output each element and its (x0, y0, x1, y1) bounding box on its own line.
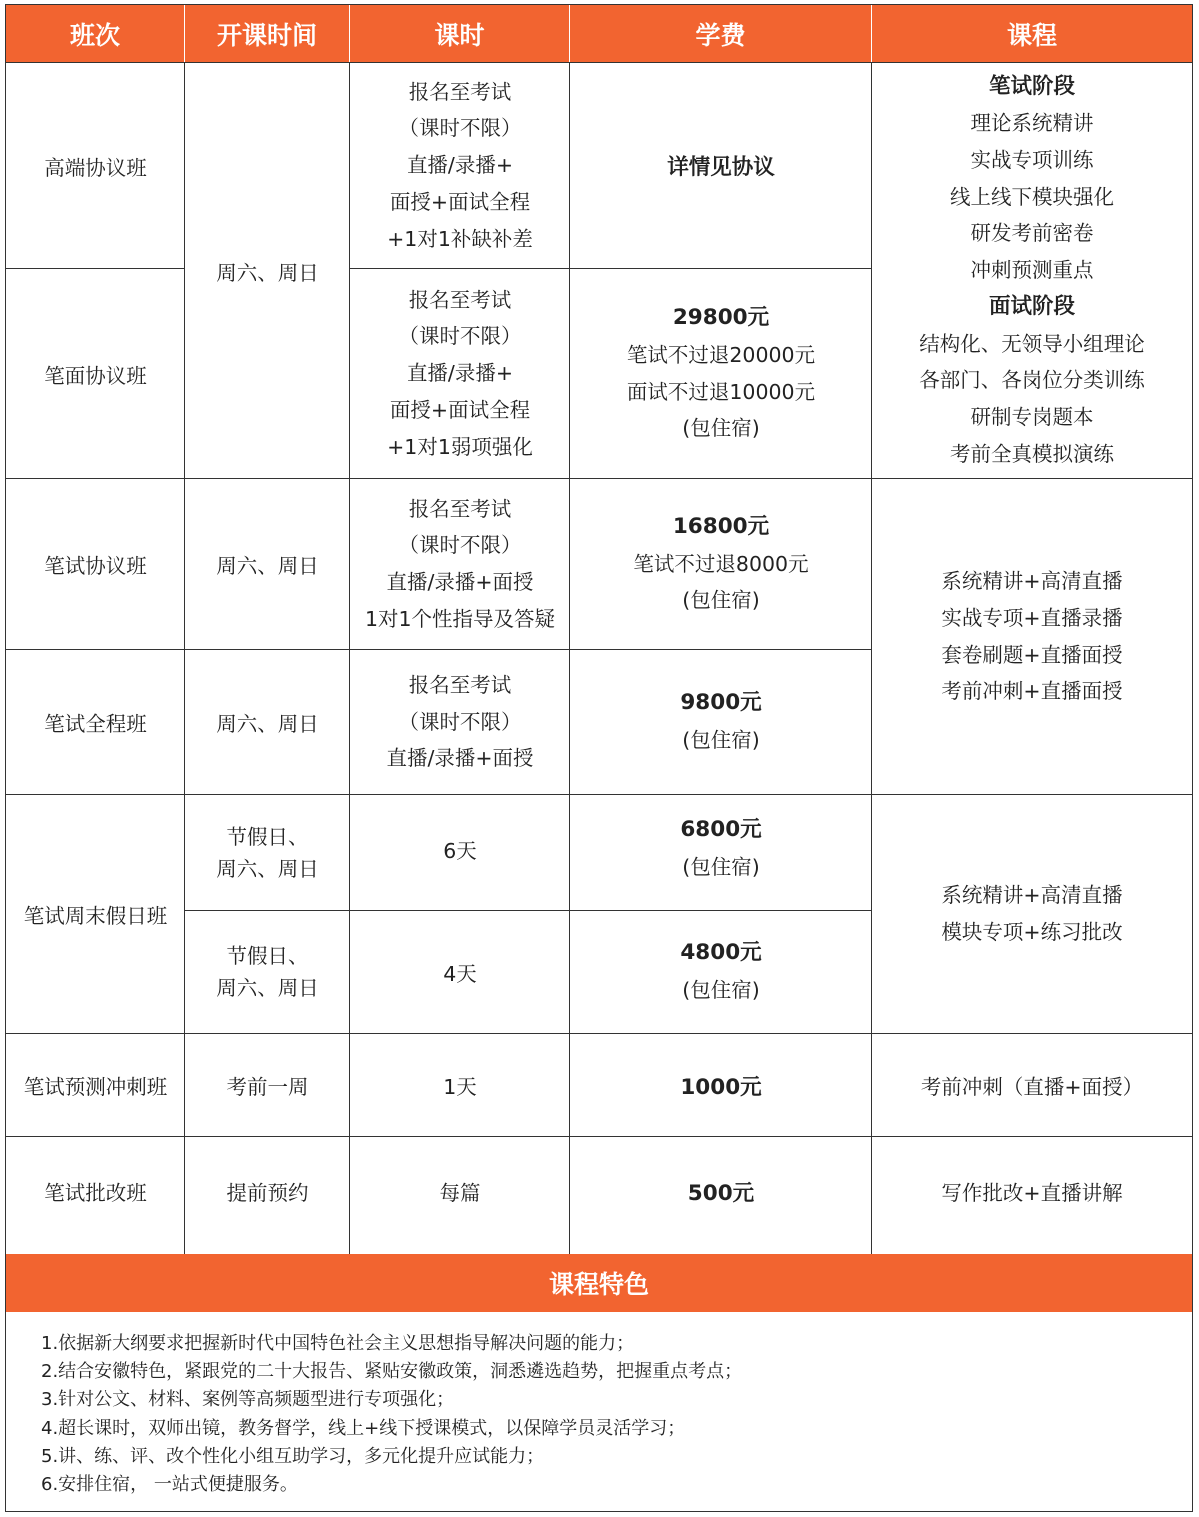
header-fee: 学费 (570, 5, 872, 62)
hours-line: 面授+面试全程 (389, 189, 531, 214)
hours-line: 面授+面试全程 (389, 397, 531, 422)
start-line: 周六、周日 (216, 976, 319, 1000)
start-line: 节假日、 (226, 944, 309, 968)
hours-line: 直播/录播+面授 (386, 746, 534, 771)
hours-line: 报名至考试 (408, 79, 512, 104)
course-line: 实战专项训练 (970, 148, 1094, 173)
fee-price: 16800元 (672, 514, 770, 539)
fee-note: 笔试不过退20000元 (626, 342, 816, 367)
hours-line: 直播/录播+ (406, 361, 514, 386)
course-line: 考前全真模拟演练 (950, 441, 1114, 466)
course-line: 冲刺预测重点 (970, 258, 1094, 283)
fee-note: (包住宿) (682, 588, 760, 613)
course-line: 研发考前密卷 (970, 221, 1094, 246)
row-written-full-name: 笔试全程班 (44, 712, 147, 736)
course-stage-title: 笔试阶段 (988, 73, 1075, 99)
row-weekend-course (872, 795, 1192, 1033)
course-line: 考前冲刺+直播面授 (941, 679, 1123, 704)
features-title-bar (6, 1254, 1192, 1312)
course-line: 结构化、无领导小组理论 (919, 331, 1145, 356)
row-grading-fee: 500元 (687, 1180, 755, 1206)
feature-item: 6.安排住宿， 一站式便捷服务。 (41, 1474, 298, 1496)
row-written-agreement-start: 周六、周日 (216, 554, 319, 578)
hours-line: 1对1个性指导及答疑 (364, 606, 556, 631)
fee-note: (包住宿) (682, 978, 760, 1002)
fee-note: (包住宿) (682, 854, 760, 879)
fee-note: (包住宿) (682, 416, 760, 441)
rows-1-2-course (872, 63, 1192, 478)
hours-line: （课时不限） (398, 324, 522, 349)
row-written-full-hours (350, 650, 570, 794)
hours-line: 报名至考试 (408, 496, 512, 521)
course-line: 线上线下模块强化 (950, 184, 1114, 209)
course-line: 系统精讲+高清直播 (941, 883, 1123, 908)
row-weekend-start-b (185, 911, 350, 1033)
row-weekend-name: 笔试周末假日班 (23, 904, 168, 928)
course-line: 实战专项+直播录播 (941, 605, 1123, 630)
course-line: 理论系统精讲 (970, 111, 1094, 136)
fee-price: 29800元 (672, 305, 770, 331)
fee-note: (包住宿) (682, 728, 760, 752)
row-sprint-name: 笔试预测冲刺班 (23, 1075, 168, 1099)
hours-line: 直播/录播+面授 (386, 570, 534, 594)
fee-note: 面试不过退10000元 (626, 379, 816, 404)
row-written-interview-name: 笔面协议班 (44, 363, 147, 388)
header-course: 课程 (872, 5, 1192, 62)
row-sprint-hours: 1天 (443, 1075, 477, 1099)
feature-item: 2.结合安徽特色，紧跟党的二十大报告、紧贴安徽政策，洞悉遴选趋势，把握重点考点； (41, 1361, 743, 1383)
header-hours: 课时 (350, 5, 570, 62)
hours-line: +1对1弱项强化 (387, 434, 533, 459)
row-sprint-fee: 1000元 (680, 1074, 762, 1100)
row-written-interview-fee (570, 269, 872, 478)
row-grading-name: 笔试批改班 (44, 1181, 147, 1205)
row-written-full-fee (570, 650, 872, 794)
course-line: 系统精讲+高清直播 (941, 569, 1123, 594)
feature-item: 3.针对公文、材料、案例等高频题型进行专项强化； (41, 1389, 455, 1411)
features-list (41, 1330, 742, 1499)
row-high-end-name: 高端协议班 (44, 155, 147, 180)
row-written-agreement-fee (570, 479, 872, 649)
feature-item: 4.超长课时，双师出镜，教务督学，线上+线下授课模式，以保障学员灵活学习； (41, 1417, 686, 1439)
row-written-agreement-name: 笔试协议班 (44, 554, 147, 578)
start-line: 节假日、 (226, 824, 309, 849)
row-weekend-hours-b: 4天 (443, 962, 477, 986)
row-weekend-fee-b (570, 911, 872, 1033)
fee-price: 4800元 (680, 940, 762, 966)
header-start-time: 开课时间 (185, 5, 350, 62)
hours-line: （课时不限） (398, 533, 522, 558)
row-sprint-course: 考前冲刺（直播+面授） (920, 1075, 1144, 1099)
feature-item: 5.讲、练、评、改个性化小组互助学习，多元化提升应试能力； (41, 1445, 545, 1467)
hours-line: 报名至考试 (408, 287, 512, 312)
row-grading-hours: 每篇 (439, 1181, 481, 1205)
row-high-end-hours (350, 63, 570, 268)
fee-price: 6800元 (680, 816, 762, 842)
header-class: 班次 (6, 5, 185, 62)
feature-item: 1.依据新大纲要求把握新时代中国特色社会主义思想指导解决问题的能力； (41, 1333, 635, 1354)
row-written-interview-hours (350, 269, 570, 478)
rows-3-4-course (872, 479, 1192, 794)
row-weekend-hours-a: 6天 (443, 838, 477, 863)
course-line: 研制专岗题本 (970, 404, 1094, 429)
course-stage-title: 面试阶段 (988, 293, 1075, 319)
course-line: 模块专项+练习批改 (941, 920, 1123, 944)
course-line: 套卷刷题+直播面授 (941, 642, 1123, 667)
fee-price: 9800元 (680, 690, 762, 716)
course-line: 各部门、各岗位分类训练 (919, 368, 1145, 393)
rows-1-2-start-time: 周六、周日 (216, 260, 319, 285)
row-sprint-start: 考前一周 (226, 1075, 309, 1099)
features-title: 课程特色 (548, 1270, 649, 1299)
start-line: 周六、周日 (216, 856, 319, 881)
hours-line: +1对1补缺补差 (387, 226, 533, 251)
row-grading-course: 写作批改+直播讲解 (941, 1181, 1123, 1205)
row-written-full-start: 周六、周日 (216, 712, 319, 736)
row-grading-start: 提前预约 (226, 1181, 309, 1205)
row-weekend-start-a (185, 795, 350, 910)
hours-line: （课时不限） (398, 116, 522, 141)
hours-line: 直播/录播+ (406, 153, 514, 178)
row-high-end-fee: 详情见协议 (667, 155, 775, 180)
hours-line: 报名至考试 (408, 672, 512, 697)
row-written-agreement-hours (350, 479, 570, 649)
row-weekend-fee-a (570, 795, 872, 902)
fee-note: 笔试不过退8000元 (633, 551, 809, 576)
hours-line: （课时不限） (398, 709, 522, 734)
